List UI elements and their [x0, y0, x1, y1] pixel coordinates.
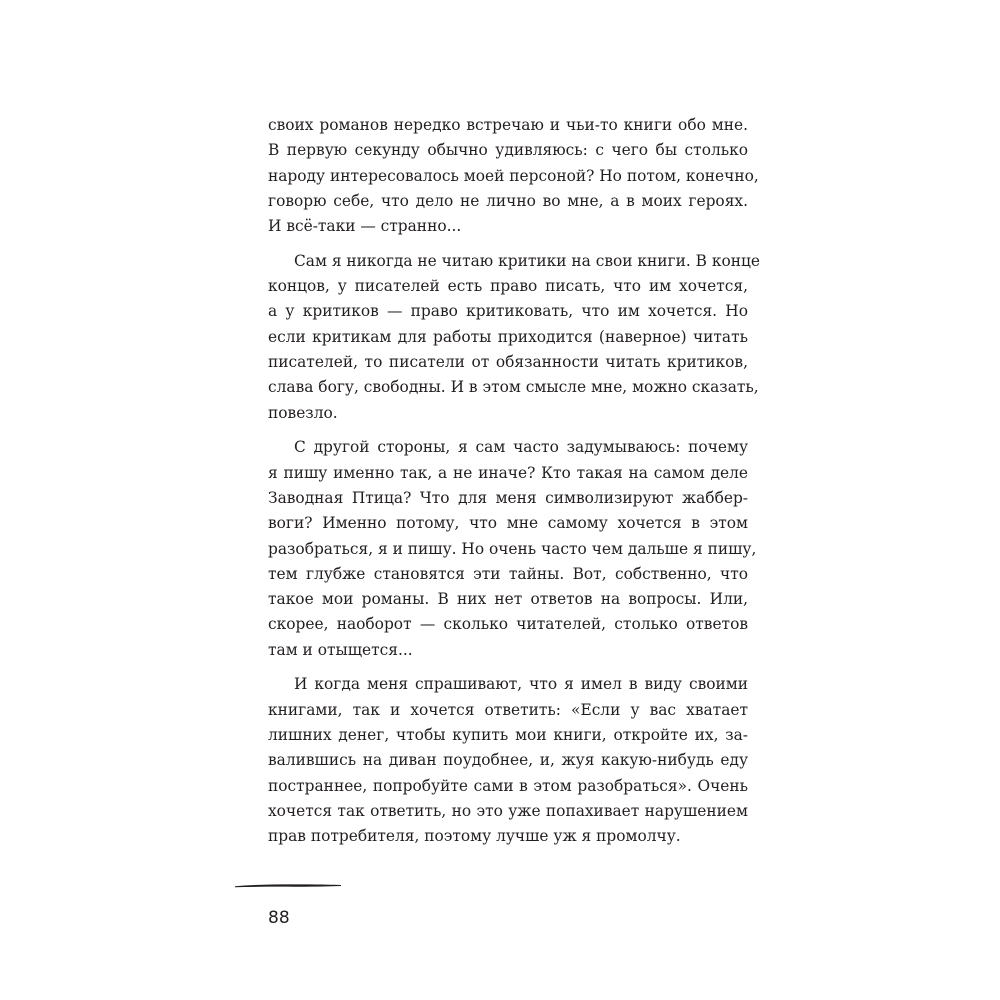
text-line: концов, у писателей есть право писать, что им хочется,: [268, 277, 748, 296]
text-line: И всё-таки — странно...: [268, 217, 462, 236]
text-line: разобраться, я и пишу. Но очень часто чем дальше я пишу,: [268, 539, 757, 558]
text-line: хочется так ответить, но это уже попахивает нарушением: [268, 801, 748, 820]
text-line: слава богу, свободны. И в этом смысле мне, можно сказать,: [268, 378, 759, 397]
text-line: своих романов нередко встречаю и чьи-то книги обо мне.: [268, 116, 748, 134]
text-line: Заводная Птица? Что для меня символизируют жаббер-: [268, 488, 748, 507]
text-line: воги? Именно потому, что мне самому хочется в этом: [268, 514, 748, 533]
text-line: постраннее, попробуйте сами в этом разобраться». Очень: [268, 776, 748, 795]
page-body: [268, 113, 760, 849]
paragraph-gap: [268, 239, 748, 248]
text-line: книгами, так и хочется ответить: «Если у вас хватает: [268, 700, 748, 719]
paragraph-3: [268, 435, 757, 663]
text-line: повезло.: [268, 403, 338, 422]
text-line: а у критиков — право критиковать, что им хочется. Но: [268, 302, 748, 321]
paragraph-gap: [268, 426, 748, 435]
paragraph-4: [268, 672, 748, 849]
paragraph-1: [268, 113, 759, 239]
text-line: прав потребителя, поэтому лучше уж я промолчу.: [268, 827, 681, 846]
text-line: такое мои романы. В них нет ответов на вопросы. Или,: [268, 590, 748, 609]
text-line: С другой стороны, я сам часто задумываюсь: почему: [294, 438, 748, 457]
text-line: если критикам для работы приходится (наверное) читать: [268, 327, 748, 346]
text-line: В первую секунду обычно удивляюсь: с чего бы столько: [268, 141, 748, 160]
text-line: там и отыщется...: [268, 640, 413, 659]
text-line: валившись на диван поудобнее, и, жуя какую-нибудь еду: [268, 751, 748, 770]
text-line: Сам я никогда не читаю критики на свои книги. В конце: [294, 251, 760, 270]
paragraph-2: [268, 249, 760, 426]
text-line: тем глубже становятся эти тайны. Вот, собственно, что: [268, 564, 748, 583]
paragraph-gap: [268, 663, 748, 672]
text-line: лишних денег, чтобы купить мои книги, откройте их, за-: [268, 726, 748, 744]
text-line: говорю себе, что дело не лично во мне, а в моих героях.: [268, 191, 748, 210]
text-line: писателей, то писатели от обязанности читать критиков,: [268, 353, 748, 372]
text-line: народу интересовалось моей персоной? Но потом, конечно,: [268, 166, 759, 185]
page-number: 88: [268, 908, 290, 928]
text-line: я пишу именно так, а не иначе? Кто такая на самом деле: [268, 463, 748, 482]
text-line: И когда меня спрашивают, что я имел в виду своими: [294, 675, 748, 694]
decorative-brush-rule: [233, 880, 343, 890]
text-line: скорее, наоборот — сколько читателей, столько ответов: [268, 615, 748, 634]
